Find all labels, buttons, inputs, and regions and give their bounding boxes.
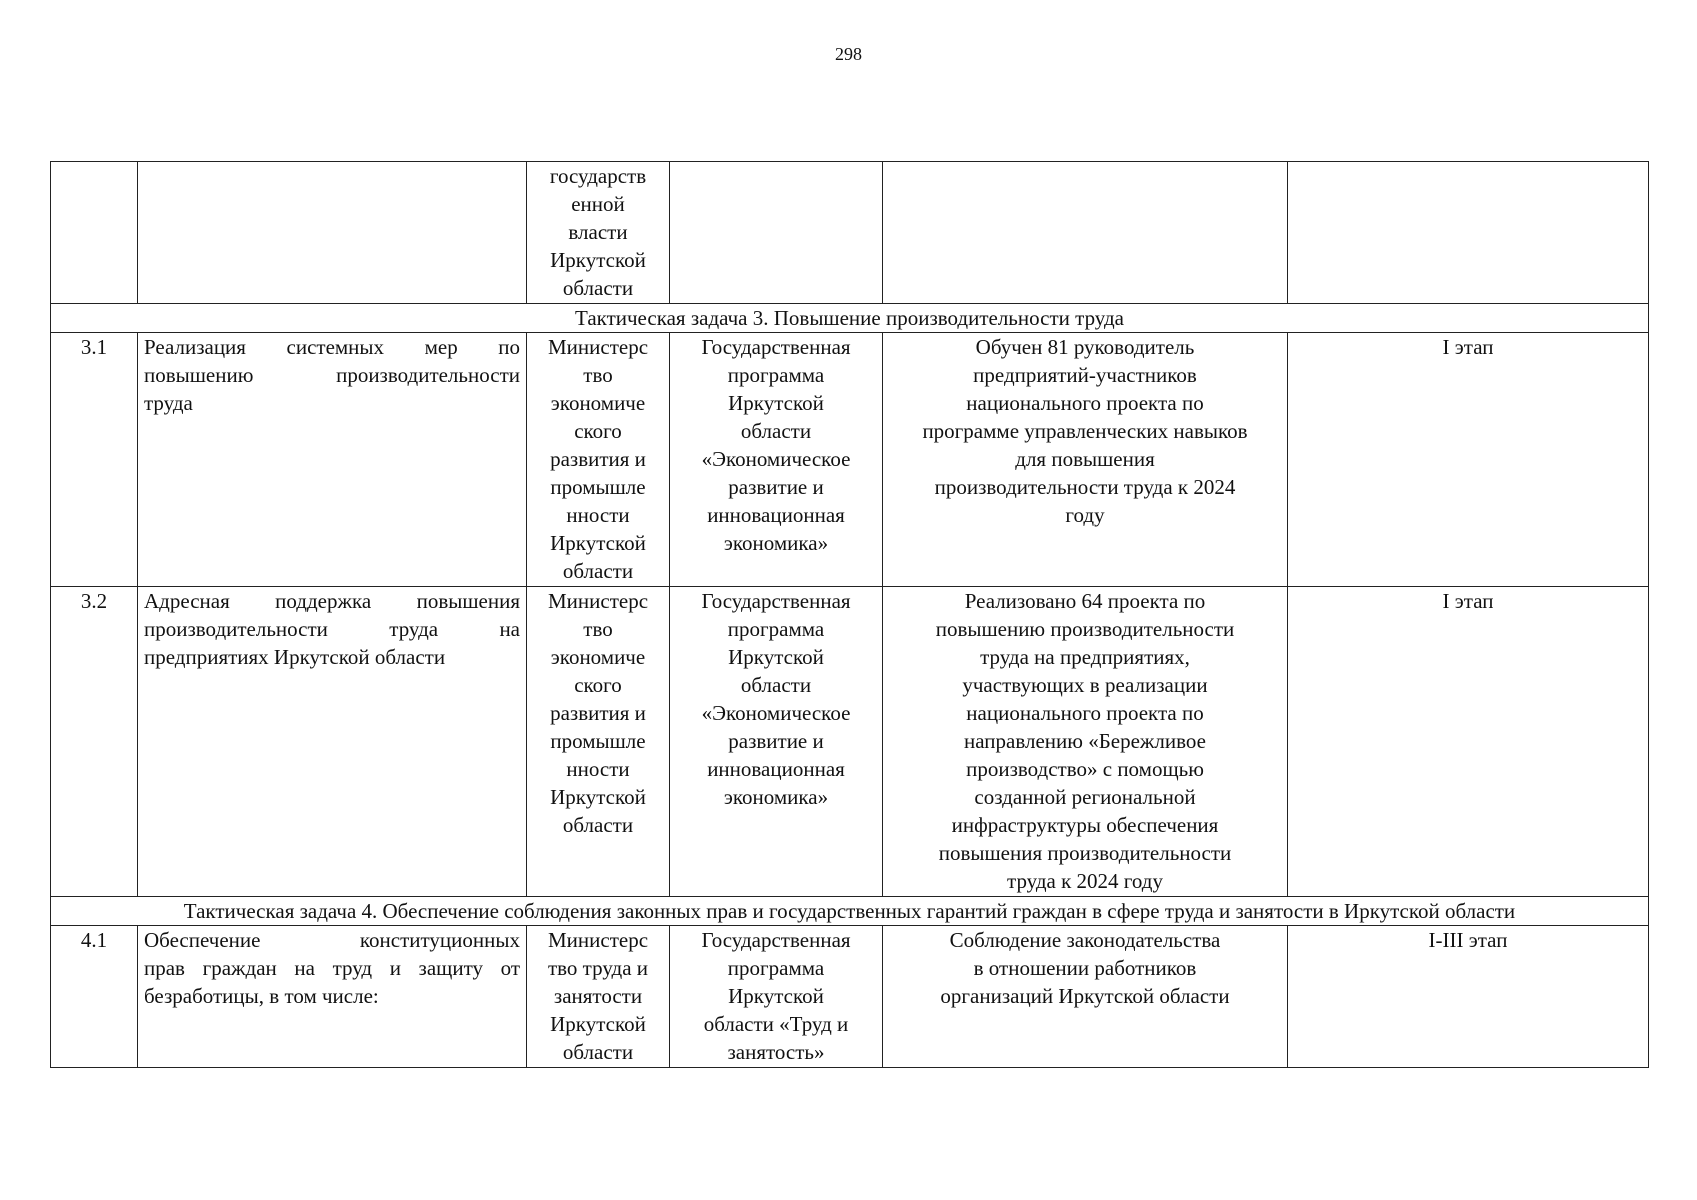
subheading-task-4: Тактическая задача 4. Обеспечение соблюдения законных прав и государственных гарантий граждан в сфере труда и занятости в Иркутской области bbox=[51, 897, 1649, 926]
cell-program: Государственная программа Иркутской области «Экономическое развитие и инновационная экономика» bbox=[670, 333, 883, 587]
cell-num: 3.2 bbox=[51, 587, 138, 897]
cell-executor: Министерс тво экономиче ского развития и промышле нности Иркутской области bbox=[527, 587, 670, 897]
cell-num bbox=[51, 162, 138, 304]
cell-executor: Министерс тво труда и занятости Иркутской области bbox=[527, 926, 670, 1068]
cell-num: 4.1 bbox=[51, 926, 138, 1068]
table-row-3-2 bbox=[51, 587, 1649, 897]
cell-result: Соблюдение законодательства в отношении работников организаций Иркутской области bbox=[883, 926, 1288, 1068]
subheading-task-3: Тактическая задача 3. Повышение производительности труда bbox=[51, 304, 1649, 333]
page-number: 298 bbox=[835, 44, 862, 64]
measures-table bbox=[50, 161, 1649, 1068]
cell-executor: Министерс тво экономиче ского развития и промышле нности Иркутской области bbox=[527, 333, 670, 587]
subheading-row-task-3 bbox=[51, 304, 1649, 333]
table-row-3-1 bbox=[51, 333, 1649, 587]
cell-result bbox=[883, 162, 1288, 304]
cell-program bbox=[670, 162, 883, 304]
cell-stage: I этап bbox=[1288, 587, 1649, 897]
cell-num: 3.1 bbox=[51, 333, 138, 587]
cell-measure bbox=[138, 162, 527, 304]
cell-program: Государственная программа Иркутской области «Экономическое развитие и инновационная экономика» bbox=[670, 587, 883, 897]
cell-result: Обучен 81 руководитель предприятий-участников национального проекта по программе управленческих навыков для повышения производительности труда к 2024 году bbox=[883, 333, 1288, 587]
cell-measure: Обеспечение конституционных прав граждан на труд и защиту от безработицы, в том числе: bbox=[138, 926, 527, 1068]
cell-executor: государств енной власти Иркутской области bbox=[527, 162, 670, 304]
cell-measure: Адресная поддержка повышения производительности труда на предприятиях Иркутской области bbox=[138, 587, 527, 897]
cell-stage bbox=[1288, 162, 1649, 304]
cell-stage: I-III этап bbox=[1288, 926, 1649, 1068]
table-row-continuation bbox=[51, 162, 1649, 304]
cell-stage: I этап bbox=[1288, 333, 1649, 587]
cell-measure: Реализация системных мер по повышению производительности труда bbox=[138, 333, 527, 587]
cell-result: Реализовано 64 проекта по повышению производительности труда на предприятиях, участвующих в реализации национального проекта по направлению «Бережливое производство» с помощью созданной региональной инфраструктуры обеспечения повышения производительности труда к 2024 году bbox=[883, 587, 1288, 897]
cell-program: Государственная программа Иркутской области «Труд и занятость» bbox=[670, 926, 883, 1068]
subheading-row-task-4 bbox=[51, 897, 1649, 926]
table-row-4-1 bbox=[51, 926, 1649, 1068]
